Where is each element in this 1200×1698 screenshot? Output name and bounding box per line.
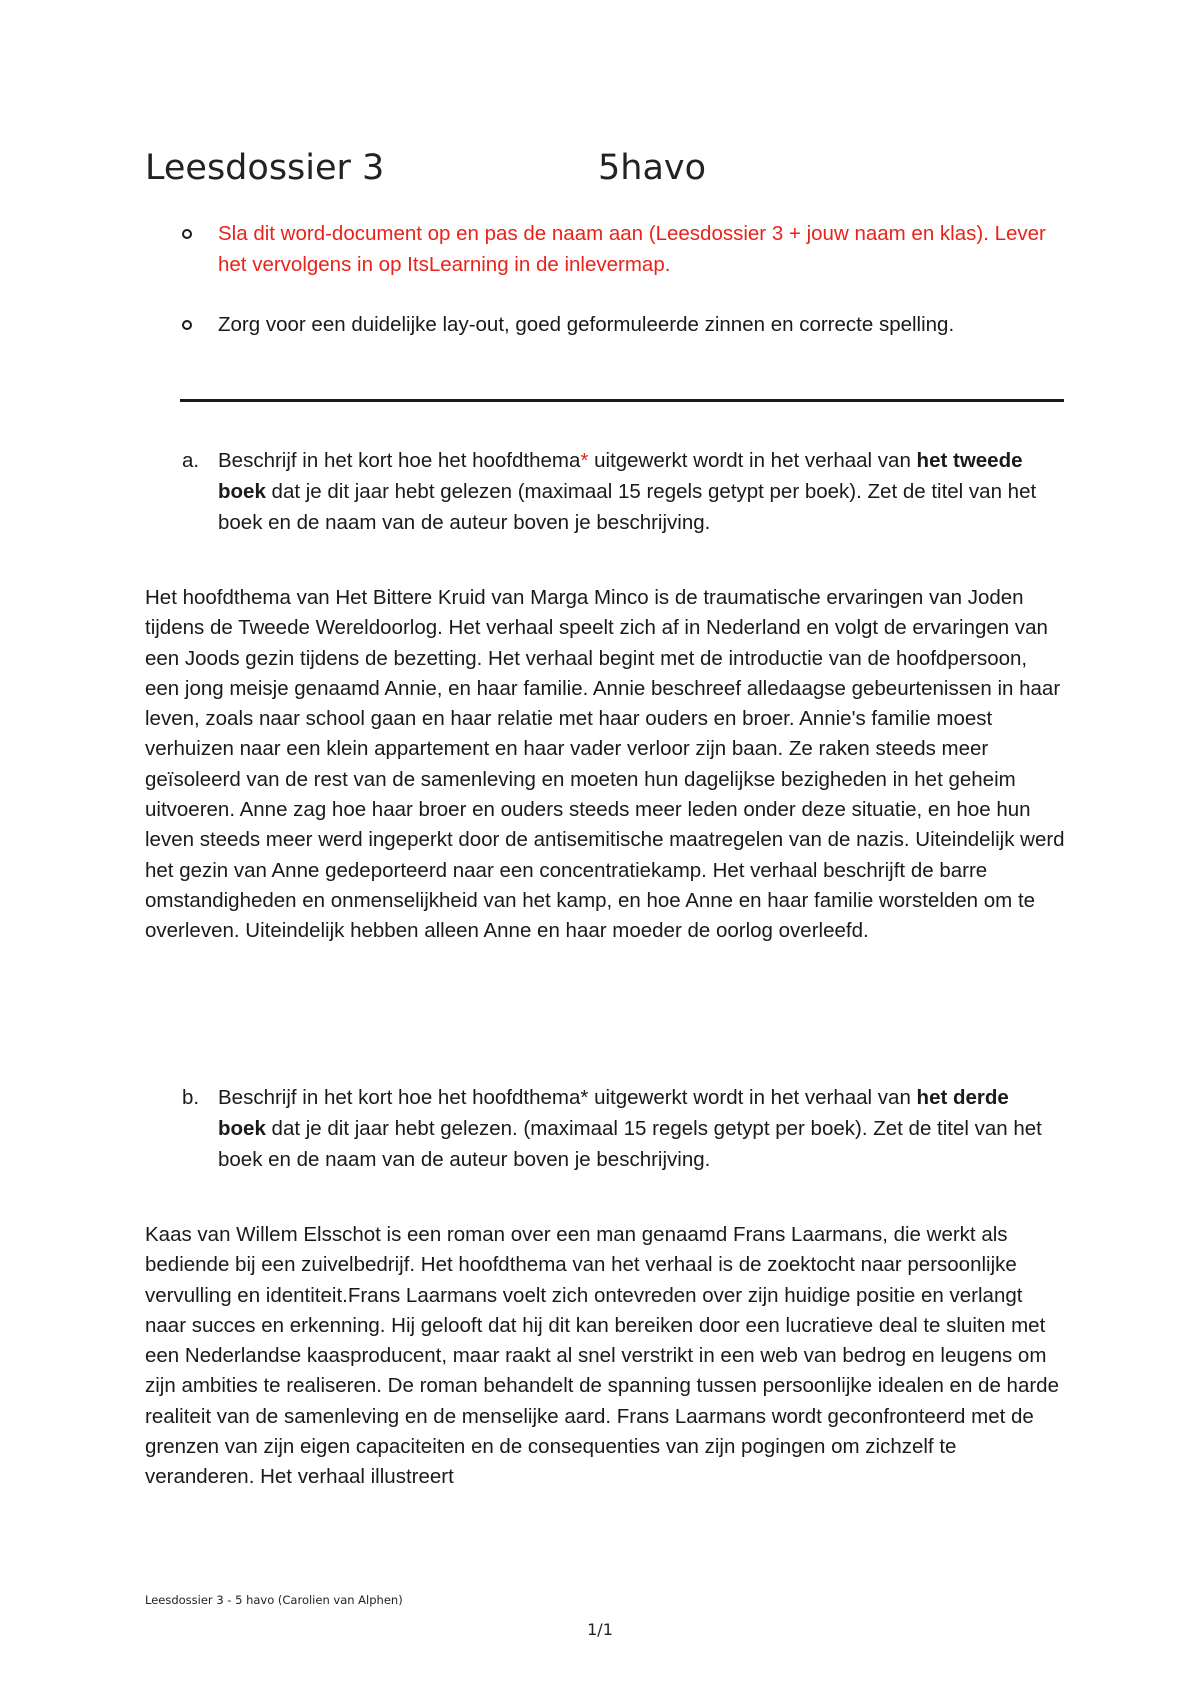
question-marker: b. <box>182 1086 200 1109</box>
instruction-text: Sla dit word-document op en pas de naam aan (Leesdossier 3 + jouw naam en klas). Lever het vervolgens in op ItsLearning in de inlevermap. <box>218 222 1046 276</box>
question-marker: a. <box>182 449 200 472</box>
question-bold: het tweede boek <box>218 449 1023 503</box>
question-b <box>182 1082 1062 1175</box>
instruction-list <box>180 218 1060 369</box>
question-text <box>182 1082 1062 1175</box>
answer-b: Kaas van Willem Elsschot is een roman over een man genaamd Frans Laarmans, die werkt als bediende bij een zuivelbedrijf. Het hoofdthema van het verhaal is de zoektocht naar persoonlijke vervulling en identiteit.Frans Laarmans voelt zich ontevreden over zijn huidige positie en verlangt naar succes en erkenning. Hij gelooft dat hij dit kan bereiken door een lucratieve deal te sluiten met een Nederlandse kaasproducent, maar raakt al snel verstrikt in een web van bedrog en leugens om zijn ambities te realiseren. De roman behandelt de spanning tussen persoonlijke idealen en de harde realiteit van de samenleving en de menselijke aard. Frans Laarmans wordt geconfronteerd met de grenzen van zijn eigen capaciteiten en de consequenties van zijn pogingen om zichzelf te veranderen. Het verhaal illustreert <box>145 1223 1059 1489</box>
question-mid: uitgewerkt wordt in het verhaal van <box>588 1086 917 1109</box>
instruction-item <box>180 309 1060 340</box>
page-footer: Leesdossier 3 - 5 havo (Carolien van Alphen) <box>145 1593 403 1607</box>
title-row <box>145 148 1045 208</box>
circle-bullet-icon <box>182 320 192 330</box>
instruction-text: Zorg voor een duidelijke lay-out, goed geformuleerde zinnen en correcte spelling. <box>218 313 955 336</box>
instruction-item <box>180 218 1060 280</box>
question-rest: dat je dit jaar hebt gelezen. (maximaal 15 regels getypt per boek). Zet de titel van het boek en de naam van de auteur boven je beschrijving. <box>218 1117 1042 1171</box>
question-bold: het derde boek <box>218 1086 1009 1140</box>
question-intro: Beschrijf in het kort hoe het hoofdthema <box>218 1086 581 1109</box>
class-label: 5havo <box>598 148 707 188</box>
question-intro: Beschrijf in het kort hoe het hoofdthema <box>218 449 581 472</box>
horizontal-divider <box>180 399 1064 402</box>
question-mid: uitgewerkt wordt in het verhaal van <box>588 449 917 472</box>
footnote-star: * <box>580 1086 589 1109</box>
page-number: 1/1 <box>587 1620 613 1639</box>
question-text <box>182 445 1062 538</box>
document-title: Leesdossier 3 <box>145 148 385 188</box>
answer-a: Het hoofdthema van Het Bittere Kruid van Marga Minco is de traumatische ervaringen van Joden tijdens de Tweede Wereldoorlog. Het verhaal speelt zich af in Nederland en volgt de ervaringen van een Joods gezin tijdens de bezetting. Het verhaal begint met de introductie van de hoofdpersoon, een jong meisje genaamd Annie, en haar familie. Annie beschreef alledaagse gebeurtenissen in haar leven, zoals naar school gaan en haar relatie met haar ouders en broer. Annie's familie moest verhuizen naar een klein appartement en haar vader verloor zijn baan. Ze raken steeds meer geïsoleerd van de rest van de samenleving en moeten hun dagelijkse bezigheden in het geheim uitvoeren. Anne zag hoe haar broer en ouders steeds meer leden onder deze situatie, en hoe hun leven steeds meer werd ingeperkt door de antisemitische maatregelen van de nazis. Uiteindelijk werd het gezin van Anne gedeporteerd naar een concentratiekamp. Het verhaal beschrijft de barre omstandigheden en onmenselijkheid van het kamp, en hoe Anne en haar familie worstelden om te overleven. Uiteindelijk hebben alleen Anne en haar moeder de oorlog overleefd. <box>145 586 1065 943</box>
footnote-star: * <box>580 449 589 472</box>
question-rest: dat je dit jaar hebt gelezen (maximaal 15 regels getypt per boek). Zet de titel van het boek en de naam van de auteur boven je beschrijving. <box>218 480 1037 534</box>
circle-bullet-icon <box>182 229 192 239</box>
question-a <box>182 445 1062 538</box>
